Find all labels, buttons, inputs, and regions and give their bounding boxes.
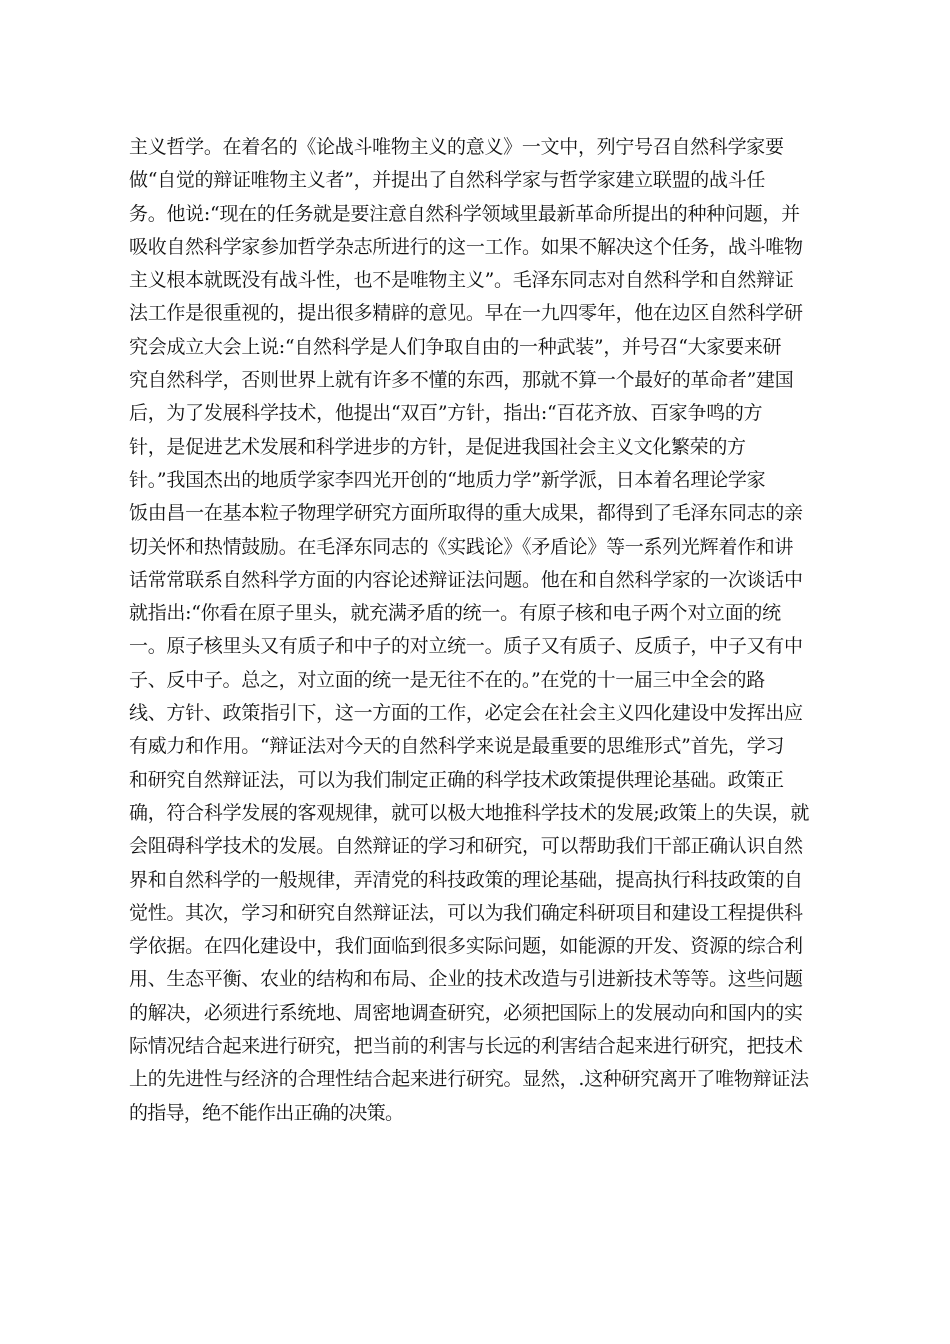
text-line: 切关怀和热情鼓励。在毛泽东同志的《实践论》《矛盾论》等一系列光辉着作和讲 (129, 535, 794, 558)
text-line: 务。他说:“现在的任务就是要注意自然科学领域里最新革命所提出的种种问题，并 (129, 202, 800, 225)
text-line: 饭由昌一在基本粒子物理学研究方面所取得的重大成果，都得到了毛泽东同志的亲 (129, 502, 803, 525)
text-line: 用、生态平衡、农业的结构和布局、企业的技术改造与引进新技术等等。这些问题 (129, 968, 803, 991)
text-line: 后，为了发展科学技术，他提出“双百”方针，指出:“百花齐放、百家争鸣的方 (129, 402, 763, 425)
text-line: 话常常联系自然科学方面的内容论述辩证法问题。他在和自然科学家的一次谈话中 (129, 568, 803, 591)
text-line: 主义哲学。在着名的《论战斗唯物主义的意义》一文中，列宁号召自然科学家要 (129, 136, 784, 158)
text-line: 法工作是很重视的，提出很多精辟的意见。早在一九四零年，他在边区自然科学研 (129, 302, 803, 325)
text-line: 究会成立大会上说:“自然科学是人们争取自由的一种武装”，并号召“大家要来研 (129, 335, 782, 358)
text-line: 子、反中子。总之，对立面的统一是无往不在的。”在党的十一届三中全会的路 (129, 668, 765, 691)
text-line: 觉性。其次，学习和研究自然辩证法，可以为我们确定科研项目和建设工程提供科 (129, 901, 803, 924)
text-line: 学依据。在四化建设中，我们面临到很多实际问题，如能源的开发、资源的综合利 (129, 935, 803, 958)
text-line: 会阻碍科学技术的发展。自然辩证的学习和研究，可以帮助我们干部正确认识自然 (129, 835, 803, 858)
text-line: 的指导，绝不能作出正确的决策。 (129, 1101, 404, 1124)
text-line: 究自然科学，否则世界上就有许多不懂的东西，那就不算一个最好的革命者”建国 (129, 369, 794, 392)
text-line: 有威力和作用。“辩证法对今天的自然科学来说是最重要的思维形式”首先，学习 (129, 735, 785, 758)
text-line: 线、方针、政策指引下，这一方面的工作，必定会在社会主义四化建设中发挥出应 (129, 702, 803, 725)
text-line: 就指出:“你看在原子里头，就充满矛盾的统一。有原子核和电子两个对立面的统 (129, 602, 781, 625)
body-paragraph (129, 131, 829, 1130)
text-line: 上的先进性与经济的合理性结合起来进行研究。显然，.这种研究离开了唯物辩证法 (129, 1068, 809, 1091)
text-line: 际情况结合起来进行研究，把当前的利害与长远的利害结合起来进行研究，把技术 (129, 1035, 803, 1058)
text-line: 吸收自然科学家参加哲学杂志所进行的这一工作。如果不解决这个任务，战斗唯物 (129, 235, 803, 258)
text-line: 和研究自然辩证法，可以为我们制定正确的科学技术政策提供理论基础。政策正 (129, 768, 784, 791)
text-line: 确，符合科学发展的客观规律，就可以极大地推科学技术的发展;政策上的失误，就 (129, 801, 810, 824)
text-line: 一。原子核里头又有质子和中子的对立统一。质子又有质子、反质子，中子又有中 (129, 635, 803, 658)
text-line: 主义根本就既没有战斗性，也不是唯物主义”。毛泽东同志对自然科学和自然辩证 (129, 269, 794, 292)
text-line: 做“自觉的辩证唯物主义者”，并提出了自然科学家与哲学家建立联盟的战斗任 (129, 169, 766, 192)
text-line: 界和自然科学的一般规律，弄清党的科技政策的理论基础，提高执行科技政策的自 (129, 868, 803, 891)
text-line: 针。”我国杰出的地质学家李四光开创的“地质力学”新学派，日本着名理论学家 (129, 468, 766, 491)
text-line: 针，是促进艺术发展和科学进步的方针，是促进我国社会主义文化繁荣的方 (129, 435, 746, 458)
text-line: 的解决，必须进行系统地、周密地调查研究，必须把国际上的发展动向和国内的实 (129, 1001, 803, 1024)
